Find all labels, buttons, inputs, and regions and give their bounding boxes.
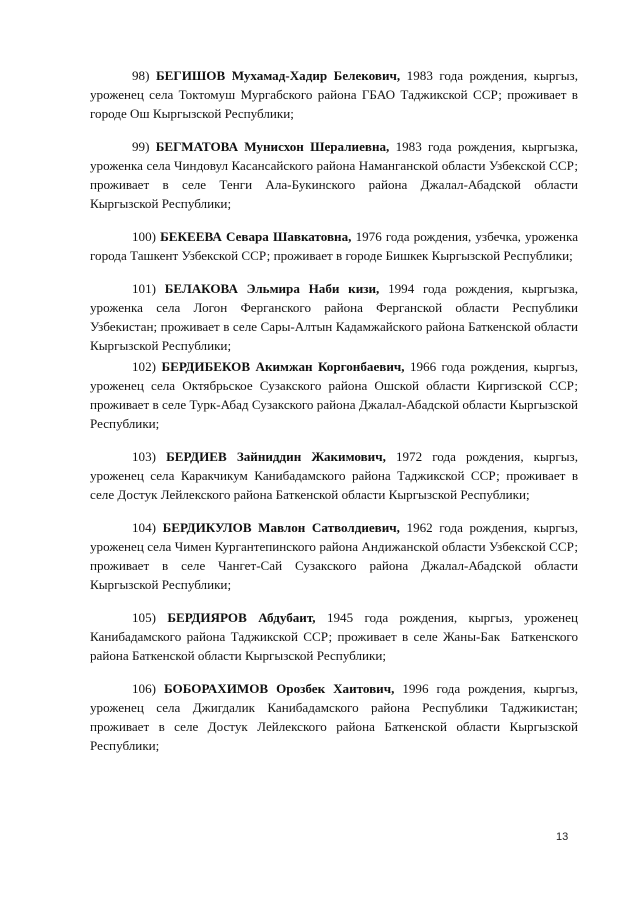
- entry-name: БЕЛАКОВА Эльмира Наби кизи,: [164, 281, 380, 296]
- entry-number: 104): [132, 520, 157, 535]
- entry-name: БЕРДИЯРОВ Абдубаит,: [167, 610, 316, 625]
- entry-number: 102): [132, 359, 157, 374]
- list-item: [90, 608, 582, 665]
- entry-number: 103): [132, 449, 157, 464]
- entry-text: 1945 года рождения, кыргыз, уроженец Канибадамского района Таджикской ССР; проживает в селе Жаны-Бак Баткенского района Баткенской области Кыргызской Республики;: [90, 610, 582, 663]
- entry-name: БЕКЕЕВА Севара Шавкатовна,: [160, 229, 352, 244]
- entry-name: БЕГМАТОВА Мунисхон Шералиевна,: [155, 139, 390, 154]
- entry-text: 1976 года рождения, узбечка, уроженка города Ташкент Узбекской ССР; проживает в городе Бишкек Кыргызской Республики;: [90, 229, 579, 263]
- entry-text: 1983 года рождения, кыргызка, уроженка села Чиндовул Касансайского района Наманганской области Узбекской ССР; проживает в селе Тенги Ала-Букинского района Джалал-Абадской области Кыргызской Республики;: [90, 139, 579, 211]
- list-item: [90, 137, 578, 213]
- entry-name: БЕРДИБЕКОВ Акимжан Коргонбаевич,: [161, 359, 405, 374]
- entry-number: 99): [132, 139, 150, 154]
- list-item: [90, 279, 578, 355]
- list-item: [90, 66, 578, 123]
- entry-text: 1972 года рождения, кыргыз, уроженец села Каракчикум Канибадамского района Таджикской ССР; проживает в селе Достук Лейлекского района Баткенской области Кыргызской Республики;: [90, 449, 578, 502]
- list-item: [90, 447, 578, 504]
- entry-name: БЕРДИЕВ Зайниддин Жакимович,: [166, 449, 386, 464]
- entry-name: БЕРДИКУЛОВ Мавлон Сатволдиевич,: [162, 520, 400, 535]
- entry-name: БЕГИШОВ Мухамад-Хадир Белекович,: [155, 68, 401, 83]
- list-item: [90, 227, 578, 265]
- entry-number: 98): [132, 68, 150, 83]
- entry-number: 101): [132, 281, 157, 296]
- list-item: [90, 357, 578, 433]
- entry-text: 1994 года рождения, кыргызка, уроженка села Логон Ферганского района Ферганской области Республики Узбекистан; проживает в селе Сары-Алтын Кадамжайского района Баткенской области Кыргызской Республики;: [90, 281, 578, 353]
- entry-number: 106): [132, 681, 157, 696]
- entry-number: 105): [132, 610, 157, 625]
- entry-text: 1996 года рождения, кыргыз, уроженец села Джигдалик Канибадамского района Республики Таджикистан; проживает в селе Достук Лейлекского района Баткенской области Кыргызской Республики;: [90, 681, 578, 753]
- document-page: [90, 66, 582, 769]
- page-number: 13: [556, 831, 569, 843]
- entry-text: 1966 года рождения, кыргыз, уроженец села Октябрьское Сузакского района Ошской области Киргизской ССР; проживает в селе Турк-Абад Сузакского района Джалал-Абадской области Кыргызской Республики;: [90, 359, 578, 431]
- entry-name: БОБОРАХИМОВ Орозбек Хаитович,: [163, 681, 395, 696]
- list-item: [90, 679, 578, 755]
- entry-text: 1962 года рождения, кыргыз, уроженец села Чимен Кургантепинского района Андижанской области Узбекской ССР; проживает в селе Чангет-Сай Сузакского района Джалал-Абадской области Кыргызской Республики;: [90, 520, 578, 592]
- entry-text: 1983 года рождения, кыргыз, уроженец села Токтомуш Мургабского района ГБАО Таджикской ССР; проживает в городе Ош Кыргызской Республики;: [90, 68, 578, 121]
- entry-number: 100): [132, 229, 157, 244]
- list-item: [90, 518, 578, 594]
